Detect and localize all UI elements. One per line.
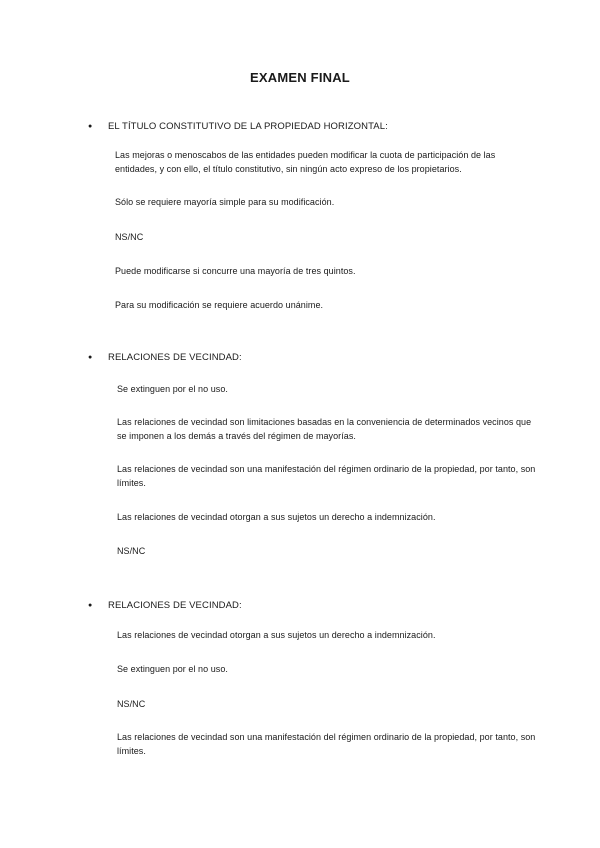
answer-option[interactable]: Las relaciones de vecindad son limitaciones basadas en la conveniencia de determinados vecinos que se imponen a los demás a través del régimen de mayorías. (117, 417, 532, 441)
answer-option[interactable]: NS/NC (115, 232, 144, 242)
answer-option[interactable]: Las mejoras o menoscabos de las entidades pueden modificar la cuota de participación de las entidades, y con ello, el título constitutivo, sin ningún acto expreso de los propietarios. (115, 150, 496, 174)
answer-option[interactable]: Se extinguen por el no uso. (117, 664, 228, 674)
answer-option[interactable]: Puede modificarse si concurre una mayoría de tres quintos. (115, 266, 356, 276)
question-heading (88, 352, 242, 363)
answer-option[interactable]: NS/NC (117, 699, 146, 709)
bullet-icon: ● (88, 354, 93, 361)
question-heading (88, 121, 388, 132)
answer-option[interactable]: Sólo se requiere mayoría simple para su modificación. (115, 197, 335, 207)
answer-option[interactable]: Para su modificación se requiere acuerdo unánime. (115, 300, 324, 310)
answer-option[interactable]: NS/NC (117, 546, 146, 556)
bullet-icon: ● (88, 123, 93, 130)
question-heading-text: RELACIONES DE VECINDAD: (108, 352, 242, 363)
answer-option[interactable]: Las relaciones de vecindad son una manifestación del régimen ordinario de la propiedad, por tanto, son límites. (117, 732, 536, 756)
answer-option[interactable]: Las relaciones de vecindad son una manifestación del régimen ordinario de la propiedad, por tanto, son límites. (117, 464, 536, 488)
question-heading (88, 600, 242, 611)
question-heading-text: EL TÍTULO CONSTITUTIVO DE LA PROPIEDAD HORIZONTAL: (108, 121, 388, 132)
question-heading-text: RELACIONES DE VECINDAD: (108, 600, 242, 611)
page-title: EXAMEN FINAL (250, 70, 350, 85)
answer-option[interactable]: Las relaciones de vecindad otorgan a sus sujetos un derecho a indemnización. (117, 630, 436, 640)
answer-option[interactable]: Se extinguen por el no uso. (117, 384, 228, 394)
bullet-icon: ● (88, 602, 93, 609)
answer-option[interactable]: Las relaciones de vecindad otorgan a sus sujetos un derecho a indemnización. (117, 512, 436, 522)
